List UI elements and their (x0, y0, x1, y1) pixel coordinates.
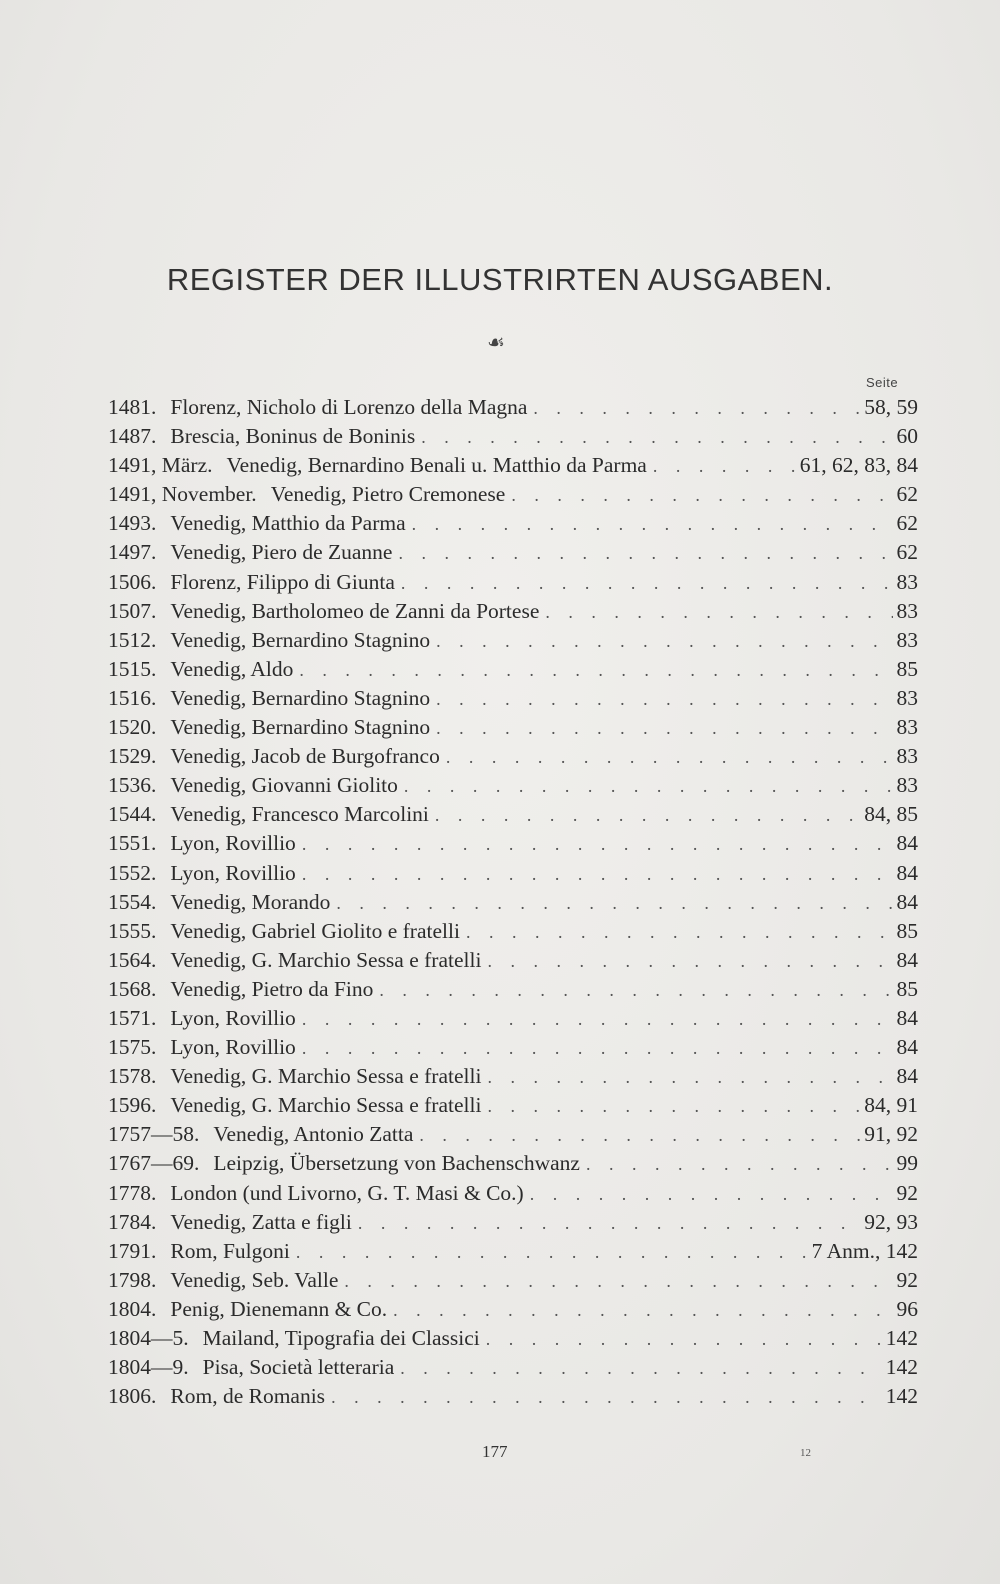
entry-pages: 92 (896, 1267, 918, 1292)
entry-pages: 92, 93 (864, 1209, 918, 1234)
register-entry (108, 715, 918, 744)
register-entry (108, 1035, 918, 1064)
entry-place: Venedig, Bernardino Stagnino (170, 627, 431, 652)
dot-leader (373, 980, 892, 1001)
entry-place: Florenz, Filippo di Giunta (170, 569, 395, 594)
entry-place: Venedig, Bernardino Stagnino (170, 685, 431, 710)
entry-year: 1520. (108, 715, 157, 740)
entry-year: 1515. (108, 656, 157, 681)
entry-pages: 84 (896, 889, 918, 914)
dot-leader (527, 398, 860, 419)
entry-place: Venedig, G. Marchio Sessa e fratelli (170, 1093, 482, 1118)
ornament-icon: ☙ (487, 332, 505, 354)
entry-place: Venedig, Gabriel Giolito e fratelli (170, 918, 460, 943)
entry-year: 1578. (108, 1064, 157, 1089)
entry-year: 1506. (108, 569, 157, 594)
signature-mark: 12 (800, 1447, 811, 1459)
entry-year: 1544. (108, 802, 157, 827)
entry-place: Venedig, Pietro Cremonese (270, 482, 506, 507)
entry-pages: 142 (885, 1355, 918, 1380)
register-entry (108, 1268, 918, 1297)
entry-year: 1551. (108, 831, 157, 856)
entry-place: Mailand, Tipografia dei Classici (202, 1326, 480, 1350)
entry-pages: 62 (896, 511, 918, 536)
entry-pages: 83 (896, 773, 918, 798)
entry-place: Venedig, Francesco Marcolini (170, 802, 429, 827)
register-entry (108, 1239, 918, 1268)
entry-pages: 84 (896, 1064, 918, 1089)
dot-leader (460, 922, 893, 943)
register-entry (108, 628, 918, 657)
dot-leader (392, 543, 892, 564)
dot-leader (647, 456, 796, 477)
entry-pages: 96 (896, 1296, 918, 1321)
entry-year: 1536. (108, 773, 157, 798)
entry-pages: 60 (896, 424, 918, 449)
register-entry (108, 395, 918, 424)
entry-year: 1554. (108, 889, 157, 914)
entry-year: 1596. (108, 1093, 157, 1118)
page-number: 177 (482, 1442, 508, 1461)
page-title: REGISTER DER ILLUSTRIRTEN AUSGABEN. (166, 262, 834, 297)
column-header-seite: Seite (866, 375, 899, 390)
dot-leader (352, 1213, 860, 1234)
entry-place: Rom, de Romanis (170, 1384, 326, 1409)
register-entry (108, 686, 918, 715)
register-entry (108, 802, 918, 831)
entry-place: Venedig, Antonio Zatta (213, 1122, 414, 1147)
entry-pages: 83 (896, 685, 918, 710)
entry-year: 1784. (108, 1209, 157, 1234)
register-entry (108, 1297, 918, 1326)
register-entry (108, 540, 918, 569)
register-entry (108, 831, 918, 860)
entry-place: Brescia, Boninus de Boninis (170, 424, 416, 449)
entry-place: Venedig, Zatta e figli (170, 1209, 352, 1234)
dot-leader (387, 1300, 892, 1321)
entry-pages: 7 Anm., 142 (811, 1238, 918, 1263)
entry-pages: 84 (896, 1005, 918, 1030)
register-entry (108, 773, 918, 802)
entry-place: Lyon, Rovillio (170, 860, 296, 885)
register-entry (108, 599, 918, 628)
entry-year: 1555. (108, 918, 157, 943)
dot-leader (539, 602, 892, 623)
entry-pages: 84 (896, 831, 918, 856)
dot-leader (580, 1154, 893, 1175)
register-entry (108, 570, 918, 599)
dot-leader (398, 776, 893, 797)
register-entry (108, 482, 918, 511)
dot-leader (293, 660, 892, 681)
dot-leader (325, 1387, 882, 1408)
entry-place: Venedig, G. Marchio Sessa e fratelli (170, 1064, 482, 1089)
register-entry (108, 1355, 918, 1384)
register-entry (108, 1210, 918, 1239)
dot-leader (430, 631, 892, 652)
register-entry (108, 948, 918, 977)
entry-year: 1529. (108, 744, 157, 769)
entry-year: 1497. (108, 540, 157, 565)
register-entry (108, 1326, 918, 1355)
register-entry (108, 453, 918, 482)
dot-leader (440, 747, 893, 768)
entry-year: 1491, März. (108, 453, 213, 478)
entry-year: 1804. (108, 1296, 157, 1321)
entry-place: Venedig, Bernardino Benali u. Matthio da Parma (226, 453, 647, 478)
register-entry (108, 977, 918, 1006)
dot-leader (481, 1096, 860, 1117)
entry-year: 1487. (108, 424, 157, 449)
entry-place: Leipzig, Übersetzung von Bachenschwanz (213, 1151, 580, 1176)
entry-pages: 83 (896, 598, 918, 623)
dot-leader (481, 951, 892, 972)
entry-place: Lyon, Rovillio (170, 1035, 296, 1060)
register-entry (108, 657, 918, 686)
entry-pages: 58, 59 (864, 395, 918, 419)
entry-pages: 83 (896, 715, 918, 740)
register-entry (108, 511, 918, 540)
entry-year: 1804—9. (108, 1355, 189, 1380)
dot-leader (296, 1038, 893, 1059)
entry-year: 1568. (108, 976, 157, 1001)
entry-place: Lyon, Rovillio (170, 1005, 296, 1030)
entry-place: Venedig, Matthio da Parma (170, 511, 406, 536)
dot-leader (338, 1271, 892, 1292)
entry-place: Venedig, Jacob de Burgofranco (170, 744, 440, 769)
register-entry (108, 890, 918, 919)
entry-year: 1481. (108, 395, 157, 419)
entry-year: 1798. (108, 1267, 157, 1292)
register-entry (108, 1093, 918, 1122)
entry-place: Venedig, Bernardino Stagnino (170, 715, 431, 740)
entry-year: 1791. (108, 1238, 157, 1263)
entry-year: 1552. (108, 860, 157, 885)
entry-pages: 84 (896, 1035, 918, 1060)
entry-place: Pisa, Società letteraria (202, 1355, 395, 1380)
register-entry (108, 1006, 918, 1035)
dot-leader (429, 805, 860, 826)
entry-pages: 83 (896, 627, 918, 652)
entry-pages: 83 (896, 569, 918, 594)
register-entry (108, 1384, 918, 1413)
entry-pages: 99 (896, 1151, 918, 1176)
entry-year: 1806. (108, 1384, 157, 1409)
entry-place: Venedig, Giovanni Giolito (170, 773, 398, 798)
entry-place: Venedig, Aldo (170, 656, 294, 681)
entry-place: Venedig, Morando (170, 889, 331, 914)
dot-leader (415, 427, 892, 448)
dot-leader (296, 864, 893, 885)
entry-place: Venedig, Pietro da Fino (170, 976, 374, 1001)
entry-pages: 85 (896, 976, 918, 1001)
entry-place: Florenz, Nicholo di Lorenzo della Magna (170, 395, 528, 419)
entry-year: 1575. (108, 1035, 157, 1060)
dot-leader (413, 1125, 860, 1146)
register-entry (108, 424, 918, 453)
register-entry (108, 1151, 918, 1180)
entry-pages: 84, 85 (864, 802, 918, 827)
dot-leader (290, 1242, 808, 1263)
dot-leader (406, 514, 893, 535)
register-list (108, 395, 918, 1413)
entry-year: 1491, November. (108, 482, 257, 507)
entry-pages: 84, 91 (864, 1093, 918, 1118)
entry-pages: 142 (885, 1326, 918, 1350)
register-entry (108, 919, 918, 948)
dot-leader (330, 893, 892, 914)
entry-place: Rom, Fulgoni (170, 1238, 290, 1263)
dot-leader (395, 573, 893, 594)
entry-year: 1507. (108, 598, 157, 623)
entry-pages: 142 (885, 1384, 918, 1409)
entry-pages: 62 (896, 482, 918, 507)
entry-year: 1778. (108, 1180, 157, 1205)
entry-pages: 62 (896, 540, 918, 565)
entry-year: 1564. (108, 947, 157, 972)
entry-place: London (und Livorno, G. T. Masi & Co.) (170, 1180, 524, 1205)
register-entry (108, 861, 918, 890)
entry-year: 1571. (108, 1005, 157, 1030)
entry-place: Penig, Dienemann & Co. (170, 1296, 388, 1321)
dot-leader (505, 485, 892, 506)
entry-pages: 84 (896, 860, 918, 885)
register-entry (108, 1122, 918, 1151)
dot-leader (394, 1358, 881, 1379)
dot-leader (524, 1184, 893, 1205)
entry-pages: 84 (896, 947, 918, 972)
dot-leader (430, 689, 892, 710)
entry-year: 1516. (108, 685, 157, 710)
register-entry (108, 1181, 918, 1210)
dot-leader (430, 718, 892, 739)
dot-leader (296, 834, 893, 855)
entry-pages: 85 (896, 656, 918, 681)
entry-year: 1757—58. (108, 1122, 200, 1147)
dot-leader (480, 1329, 882, 1350)
entry-place: Lyon, Rovillio (170, 831, 296, 856)
entry-year: 1804—5. (108, 1326, 189, 1350)
entry-year: 1512. (108, 627, 157, 652)
entry-year: 1767—69. (108, 1151, 200, 1176)
entry-place: Venedig, Piero de Zuanne (170, 540, 393, 565)
entry-pages: 91, 92 (864, 1122, 918, 1147)
entry-pages: 83 (896, 744, 918, 769)
register-entry (108, 1064, 918, 1093)
entry-place: Venedig, Seb. Valle (170, 1267, 339, 1292)
dot-leader (481, 1067, 892, 1088)
entry-pages: 61, 62, 83, 84 (799, 453, 918, 478)
entry-year: 1493. (108, 511, 157, 536)
entry-place: Venedig, Bartholomeo de Zanni da Portese (170, 598, 540, 623)
register-entry (108, 744, 918, 773)
entry-place: Venedig, G. Marchio Sessa e fratelli (170, 947, 482, 972)
dot-leader (296, 1009, 893, 1030)
entry-pages: 85 (896, 918, 918, 943)
entry-pages: 92 (896, 1180, 918, 1205)
